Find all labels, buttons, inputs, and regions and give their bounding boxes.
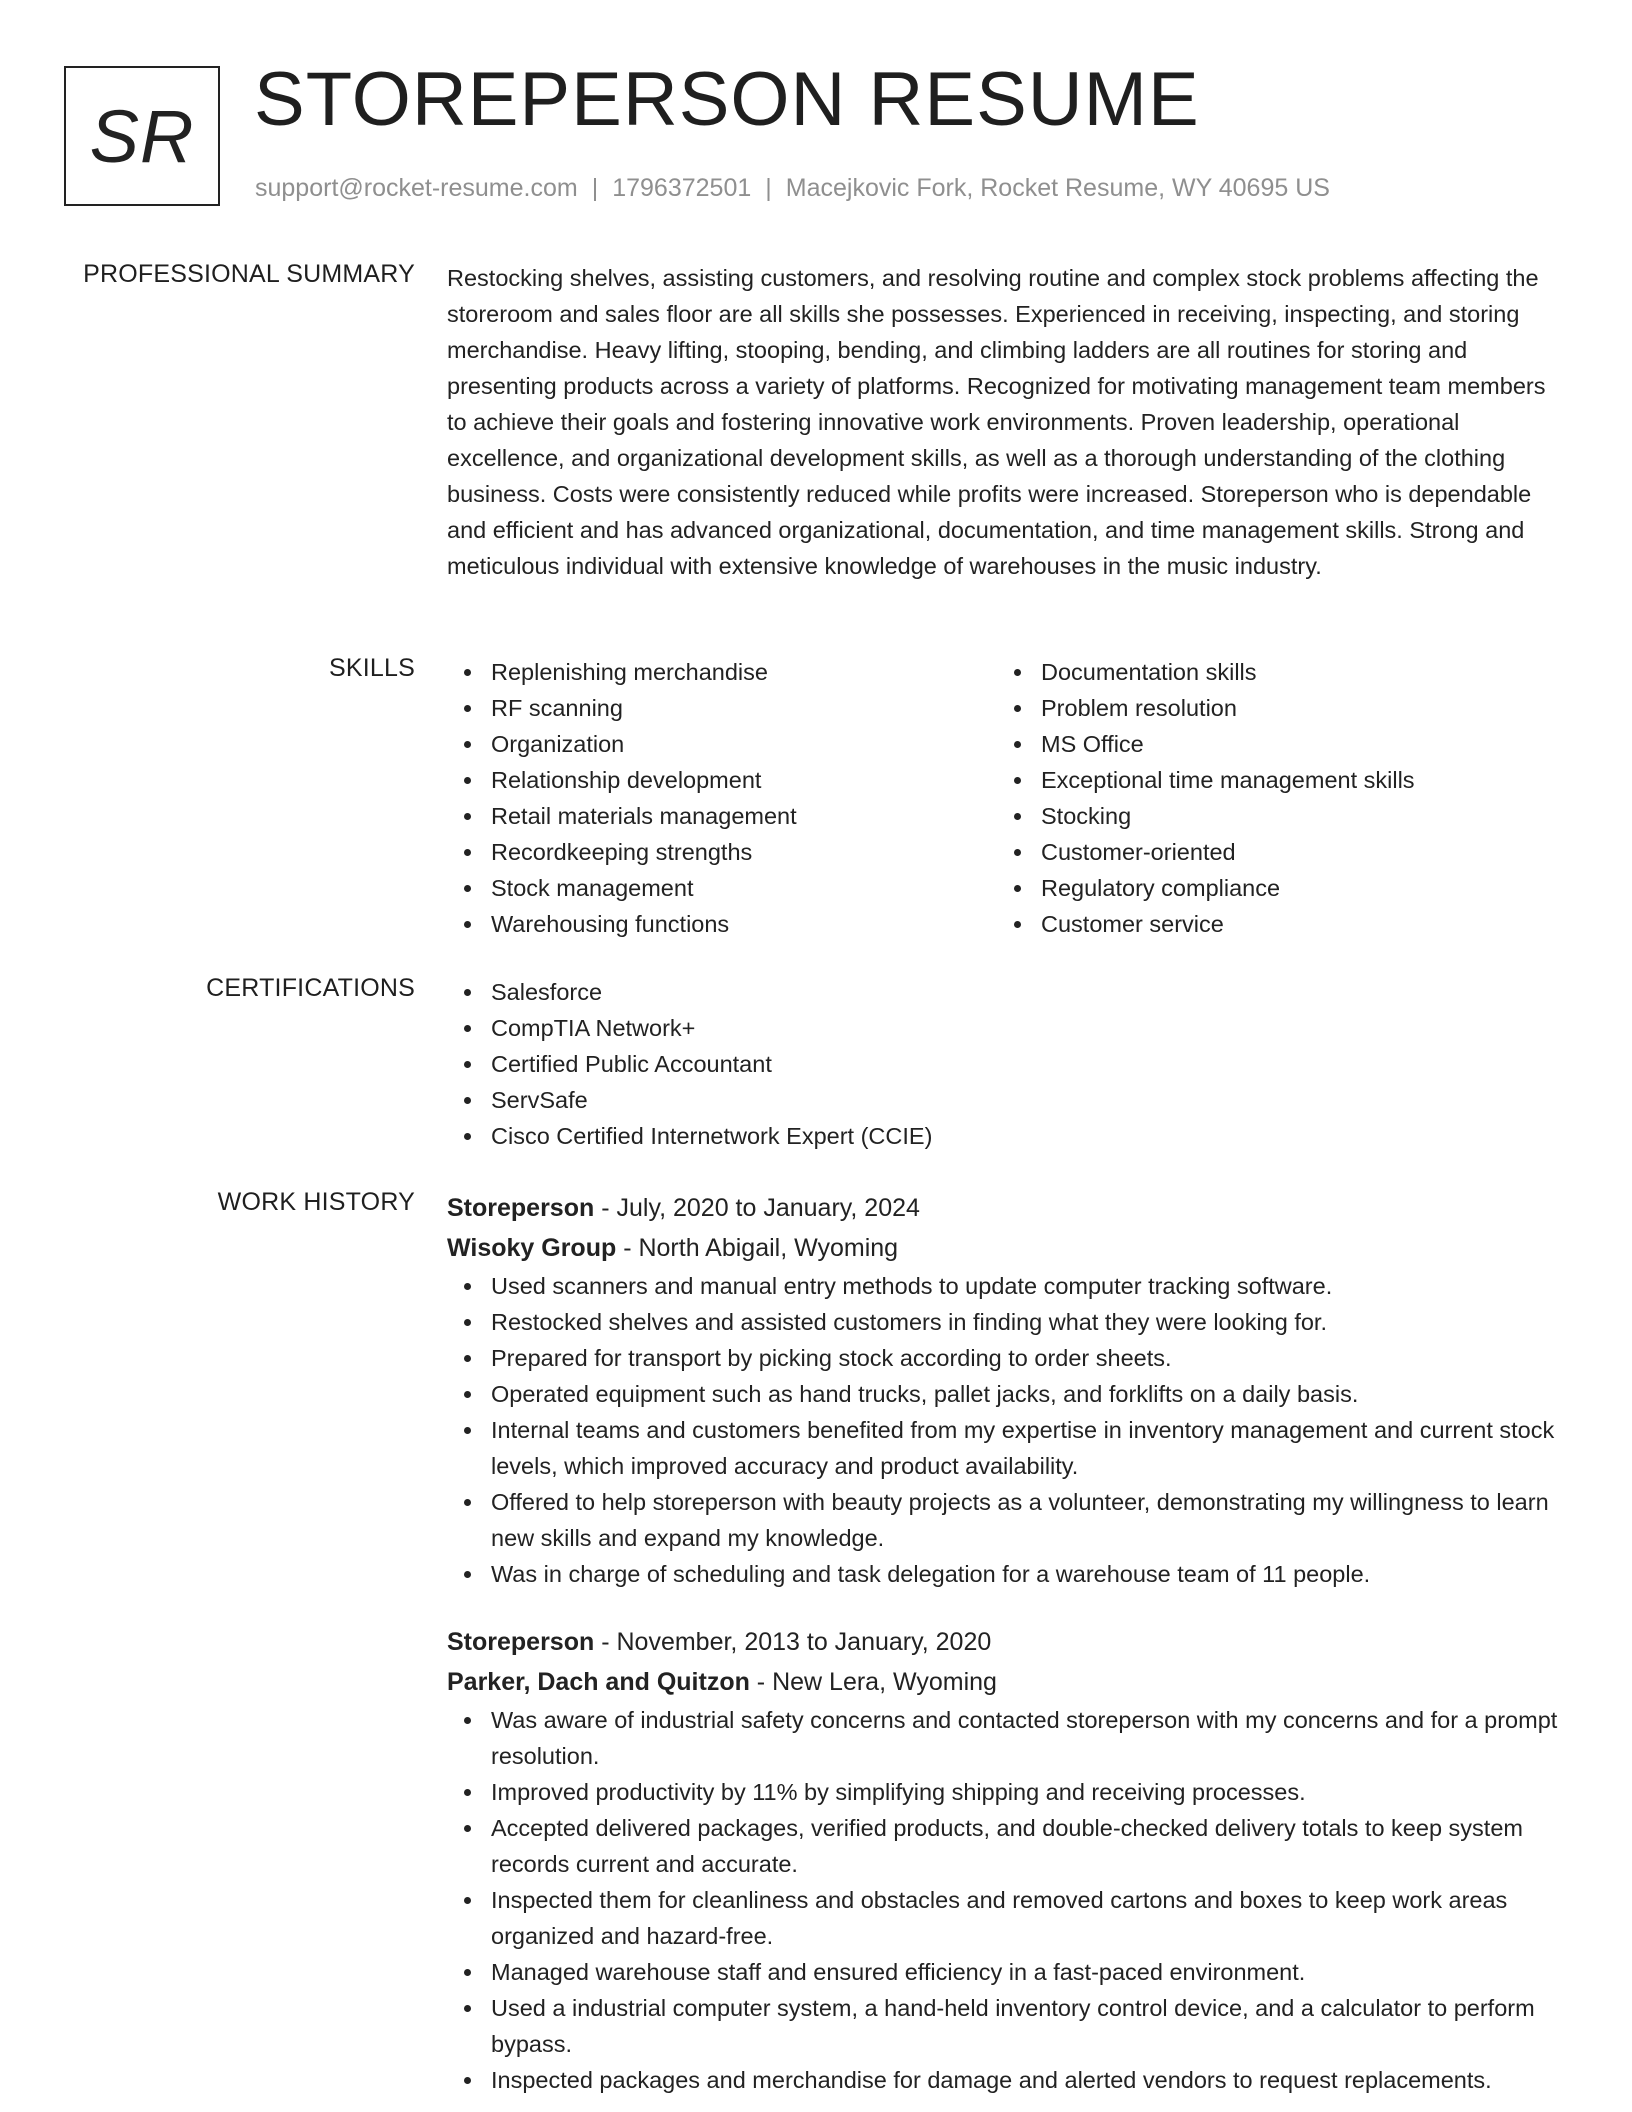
job-company-line — [447, 1662, 1569, 1702]
section-title-summary: PROFESSIONAL SUMMARY — [83, 260, 415, 288]
job-bullet-list — [447, 1702, 1569, 2098]
job-bullet: Improved productivity by 11% by simplifying shipping and receiving processes. — [491, 1774, 1569, 1810]
certifications-body — [447, 974, 1569, 1154]
job-bullet: Restocked shelves and assisted customers in finding what they were looking for. — [491, 1304, 1569, 1340]
job-role-line — [447, 1188, 1569, 1228]
skill-item: Organization — [491, 726, 997, 762]
skills-body — [447, 654, 1569, 942]
skills-grid — [447, 654, 1569, 942]
skill-item: Stocking — [1041, 798, 1547, 834]
certification-item: Certified Public Accountant — [491, 1046, 1569, 1082]
job-bullet: Inspected packages and merchandise for damage and alerted vendors to request replacements. — [491, 2062, 1569, 2098]
job-role: Storeperson — [447, 1628, 595, 1656]
job-bullet: Was in charge of scheduling and task delegation for a warehouse team of 11 people. — [491, 1556, 1569, 1592]
skills-list-left — [447, 654, 997, 942]
skill-item: Problem resolution — [1041, 690, 1547, 726]
job-role: Storeperson — [447, 1194, 595, 1222]
job-dates: - July, 2020 to January, 2024 — [594, 1194, 920, 1222]
certification-item: ServSafe — [491, 1082, 1569, 1118]
certifications-list — [447, 974, 1569, 1154]
job-bullet: Was aware of industrial safety concerns and contacted storeperson with my concerns and for a prompt resolution. — [491, 1702, 1569, 1774]
job-bullet: Internal teams and customers benefited from my expertise in inventory management and current stock levels, which improved accuracy and product availability. — [491, 1412, 1569, 1484]
section-title-certifications: CERTIFICATIONS — [206, 974, 415, 1002]
skills-list-right — [997, 654, 1547, 942]
job-company-line — [447, 1228, 1569, 1268]
job-company: Parker, Dach and Quitzon — [447, 1668, 750, 1696]
skill-item: Stock management — [491, 870, 997, 906]
job-bullet: Used a industrial computer system, a hand-held inventory control device, and a calculator to perform bypass. — [491, 1990, 1569, 2062]
monogram-logo: SR — [64, 66, 220, 206]
resume-title: STOREPERSON RESUME — [254, 57, 1200, 142]
certification-item: CompTIA Network+ — [491, 1010, 1569, 1046]
job-bullet: Inspected them for cleanliness and obstacles and removed cartons and boxes to keep work areas organized and hazard-free. — [491, 1882, 1569, 1954]
skill-item: Customer-oriented — [1041, 834, 1547, 870]
skill-item: RF scanning — [491, 690, 997, 726]
job-bullet: Used scanners and manual entry methods to update computer tracking software. — [491, 1268, 1569, 1304]
job-role-line — [447, 1622, 1569, 1662]
skill-item: MS Office — [1041, 726, 1547, 762]
contact-phone: 1796372501 — [612, 174, 752, 202]
job-dates: - November, 2013 to January, 2020 — [594, 1628, 992, 1656]
skills-column-right — [997, 654, 1547, 942]
section-title-work-history: WORK HISTORY — [217, 1188, 415, 1216]
job-company: Wisoky Group — [447, 1234, 617, 1262]
contact-separator: | — [591, 174, 599, 202]
job-bullet-list — [447, 1268, 1569, 1592]
job-bullet: Offered to help storeperson with beauty projects as a volunteer, demonstrating my willingness to learn new skills and expand my knowledge. — [491, 1484, 1569, 1556]
job-entry — [447, 1188, 1569, 1592]
job-bullet: Operated equipment such as hand trucks, pallet jacks, and forklifts on a daily basis. — [491, 1376, 1569, 1412]
summary-text: Restocking shelves, assisting customers, and resolving routine and complex stock problems affecting the storeroom and sales floor are all skills she possesses. Experienced in receiving, inspecting, and storing merchandise. Heavy lifting, stooping, bending, and climbing ladders are all routines for storing and presenting products across a variety of platforms. Recognized for motivating management team members to achieve their goals and fostering innovative work environments. Proven leadership, operational excellence, and organizational development skills, as well as a thorough understanding of the clothing business. Costs were consistently reduced while profits were increased. Storeperson who is dependable and efficient and has advanced organizational, documentation, and time management skills. Strong and meticulous individual with extensive knowledge of warehouses in the music industry. — [447, 265, 1546, 579]
job-entry — [447, 1622, 1569, 2098]
contact-address: Macejkovic Fork, Rocket Resume, WY 40695 US — [785, 174, 1330, 202]
skill-item: Regulatory compliance — [1041, 870, 1547, 906]
work-history-body — [447, 1188, 1569, 2098]
skill-item: Documentation skills — [1041, 654, 1547, 690]
skill-item: Exceptional time management skills — [1041, 762, 1547, 798]
skill-item: Relationship development — [491, 762, 997, 798]
contact-line — [255, 174, 1330, 203]
skill-item: Customer service — [1041, 906, 1547, 942]
skill-item: Retail materials management — [491, 798, 997, 834]
job-bullet: Accepted delivered packages, verified products, and double-checked delivery totals to keep system records current and accurate. — [491, 1810, 1569, 1882]
skill-item: Recordkeeping strengths — [491, 834, 997, 870]
section-title-skills: SKILLS — [329, 654, 415, 682]
skill-item: Replenishing merchandise — [491, 654, 997, 690]
summary-body — [447, 260, 1569, 584]
job-location: - New Lera, Wyoming — [749, 1668, 997, 1696]
certification-item: Cisco Certified Internetwork Expert (CCIE) — [491, 1118, 1569, 1154]
skills-column-left — [447, 654, 997, 942]
contact-separator: | — [765, 174, 772, 202]
certification-item: Salesforce — [491, 974, 1569, 1010]
job-bullet: Prepared for transport by picking stock according to order sheets. — [491, 1340, 1569, 1376]
job-bullet: Managed warehouse staff and ensured efficiency in a fast-paced environment. — [491, 1954, 1569, 1990]
skill-item: Warehousing functions — [491, 906, 997, 942]
job-location: - North Abigail, Wyoming — [616, 1234, 899, 1262]
contact-email: support@rocket-resume.com — [255, 174, 578, 202]
